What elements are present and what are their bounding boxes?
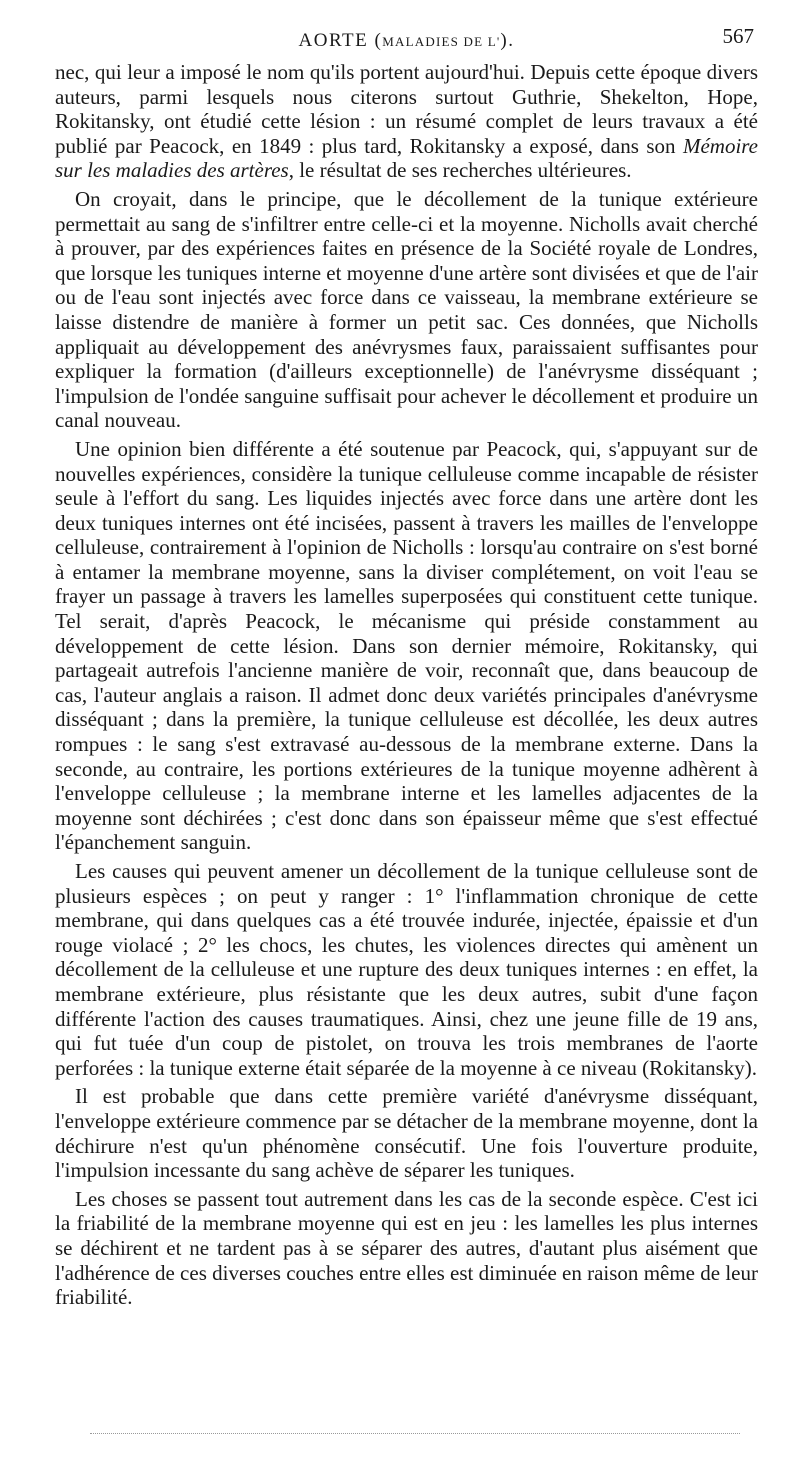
paragraph-1-part-a: nec, qui leur a imposé le nom qu'ils portent aujourd'hui. Depuis cette époque divers auteurs, parmi lesquels nous citerons surtout Guthrie, Shekelton, Hope, Rokitansky, ont étudié cette lésion : un résumé complet de leurs travaux a été publié par Peacock, en 1849 : plus tard, Rokitansky a exposé, dans son (55, 60, 758, 158)
paragraph-2: On croyait, dans le principe, que le décollement de la tunique extérieure permettait au sang de s'infiltrer entre celle-ci et la moyenne. Nicholls avait cherché à prouver, par des expériences faites en présence de la Société royale de Londres, que lorsque les tuniques interne et moyenne d'une artère sont divisées et que de l'air ou de l'eau sont injectés avec force dans ce vaisseau, la membrane extérieure se laisse distendre de manière à former un petit sac. Ces données, que Nicholls appliquait au développement des anévrysmes faux, paraissaient suffisantes pour expliquer la formation (d'ailleurs exceptionnelle) de l'anévrysme disséquant ; l'impulsion de l'ondée sanguine suffisait pour achever le décollement et produire un canal nouveau. (55, 186, 758, 433)
running-title-small-caps: MALADIES DE L' (382, 34, 501, 49)
document-page (55, 22, 758, 1314)
body-text (55, 60, 758, 1310)
footer-dotted-rule (90, 1433, 740, 1434)
paragraph-5: Il est probable que dans cette première variété d'anévrysme disséquant, l'enveloppe extérieure commence par se détacher de la membrane moyenne, dont la déchirure n'est qu'un phénomène consécutif. Une fois l'ouverture produite, l'impulsion incessante du sang achève de séparer les tuniques. (55, 1084, 758, 1183)
page-number: 567 (722, 24, 754, 48)
running-title (55, 30, 758, 52)
running-title-main: AORTE ( (298, 30, 383, 51)
paragraph-4: Les causes qui peuvent amener un décollement de la tunique celluleuse sont de plusieurs espèces ; on peut y ranger : 1° l'inflammation chronique de cette membrane, qui dans quelques cas a été trouvée indurée, injectée, épaissie et d'un rouge violacé ; 2° les chocs, les chutes, les violences directes qui amènent un décollement de la celluleuse et une rupture des deux tuniques internes : en effet, la membrane extérieure, plus résistante que les deux autres, subit d'une façon différente l'action des causes traumatiques. Ainsi, chez une jeune fille de 19 ans, qui fut tuée d'un coup de pistolet, on trouva les trois membranes de l'aorte perforées : la tunique externe était séparée de la moyenne à ce niveau (Rokitansky). (55, 859, 758, 1080)
paragraph-6: Les choses se passent tout autrement dans les cas de la seconde espèce. C'est ici la friabilité de la membrane moyenne qui est en jeu : les lamelles les plus internes se déchirent et ne tardent pas à se séparer des autres, d'autant plus aisément que l'adhérence de ces diverses couches entre elles est diminuée en raison même de leur friabilité. (55, 1186, 758, 1310)
paragraph-1 (55, 60, 758, 183)
paragraph-1-part-b: , le résultat de ses recherches ultérieures. (288, 158, 632, 183)
memoire-title: Mémoire sur les maladies des artères (55, 133, 758, 183)
page-header (55, 22, 758, 60)
running-title-end: ). (500, 30, 515, 51)
paragraph-3: Une opinion bien différente a été soutenue par Peacock, qui, s'appuyant sur de nouvelles expériences, considère la tunique celluleuse comme incapable de résister seule à l'effort du sang. Les liquides injectés avec force dans une artère dont les deux tuniques internes ont été incisées, passent à travers les mailles de l'enveloppe celluleuse, contrairement à l'opinion de Nicholls : lorsqu'au contraire on s'est borné à entamer la membrane moyenne, sans la diviser complétement, on voit l'eau se frayer un passage à travers les lamelles superposées qui constituent cette tunique. Tel serait, d'après Peacock, le mécanisme qui préside constamment au développement de cette lésion. Dans son dernier mémoire, Rokitansky, qui partageait autrefois l'ancienne manière de voir, reconnaît que, dans beaucoup de cas, l'auteur anglais a raison. Il admet donc deux variétés principales d'anévrysme disséquant ; dans la première, la tunique celluleuse est décollée, les deux autres rompues : le sang s'est extravasé au-dessous de la membrane externe. Dans la seconde, au contraire, les portions extérieures de la tunique moyenne adhèrent à l'enveloppe celluleuse ; la membrane interne et les lamelles adjacentes de la moyenne sont déchirées ; c'est donc dans son épaisseur même que s'est effectué l'épanchement sanguin. (55, 436, 758, 855)
